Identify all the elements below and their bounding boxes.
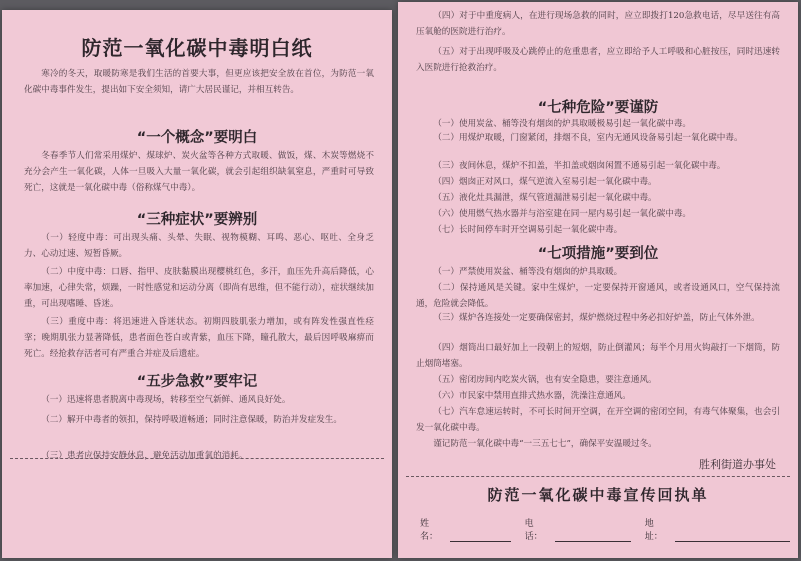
section-heading-measures: “七项措施”要到位 (537, 246, 659, 262)
danger-item-6: （六）使用燃气热水器并与浴室建在同一屋内易引起一氧化碳中毒。 (433, 209, 692, 219)
issuer-signature: 胜利街道办事处 (699, 458, 776, 471)
flyer-right-page (398, 2, 798, 558)
cut-line-left (10, 458, 384, 459)
danger-item-5: （五）液化灶具漏泄，煤气管道漏泄易引起一氧化碳中毒。 (433, 193, 657, 203)
first-aid-item-4: （四）对于中重度病人，在进行现场急救的同时，应立即拨打120急救电话，尽早送往有高压氧舱的医院进行治疗。 (416, 11, 780, 37)
section-heading-first-aid: “五步急救”要牢记 (136, 374, 258, 390)
closing-reminder: 谨记防范一氧化碳中毒“一三五七七”，确保平安温暖过冬。 (433, 439, 657, 449)
intro-paragraph: 寒冷的冬天，取暖防寒是我们生活的首要大事，但更应该把安全放在首位，为防范一氧化碳中毒事件发生，提出如下安全须知，请广大居民谨记，并相互转告。 (24, 69, 374, 95)
name-label: 姓名： (420, 519, 439, 542)
danger-item-7: （七）长时间停车时开空调易引起一氧化碳中毒。 (433, 225, 623, 235)
address-label: 地址： (644, 519, 663, 542)
first-aid-item-1: （一）迅速将患者脱离中毒现场，转移至空气新鲜、通风良好处。 (41, 395, 291, 405)
measure-item-2: （二）保持通风是关键。家中生煤炉，一定要保持开窗通风，或者设通风口，空气保持流通，危险就会降低。 (416, 283, 780, 309)
symptom-item-2: （二）中度中毒：口唇、指甲、皮肤黏膜出现樱桃红色，多汗，血压先升高后降低，心率加速，心律失常，烦躁，一时性感觉和运动分离（即尚有思维，但不能行动），症状继续加重，可出现嗜睡、昏迷。 (24, 267, 374, 309)
address-field[interactable] (675, 531, 790, 542)
receipt-fields (420, 516, 790, 542)
measure-item-3: （三）煤炉各连接处一定要确保密封，煤炉燃烧过程中务必扣好炉盖，防止气体外泄。 (433, 313, 760, 323)
measure-item-7: （七）汽车怠速运转时，不可长时间开空调，在开空调的密闭空间，有毒气体聚集，也会引发一氧化碳中毒。 (416, 407, 780, 433)
measure-item-5: （五）密闭房间内吃炭火锅，也有安全隐患，要注意通风。 (433, 375, 657, 385)
name-field[interactable] (450, 531, 510, 542)
section-heading-dangers: “七种危险”要谨防 (537, 100, 659, 116)
danger-item-3: （三）夜间休息，煤炉不扣盖，半扣盖或烟囱闲置不通易引起一氧化碳中毒。 (433, 161, 726, 171)
section-heading-concept: “一个概念”要明白 (136, 130, 258, 146)
symptom-item-1: （一）轻度中毒：可出现头痛、头晕、失眠、视物模糊、耳鸣、恶心、呕吐、全身乏力、心动过速、短暂昏厥。 (24, 233, 374, 259)
section-heading-symptoms: “三种症状”要辨别 (136, 212, 258, 228)
first-aid-item-3: （三）患者应保持安静休息，避免活动加重氧的消耗。 (41, 451, 248, 461)
concept-paragraph: 冬春季节人们常采用煤炉、煤球炉、炭火盆等各种方式取暖、做饭，煤、木炭等燃烧不充分会产生一氧化碳，人体一旦吸入大量一氧化碳，就会引起组织缺氧窒息，严重时可导致死亡，这就是一氧化碳中毒（俗称煤气中毒）。 (24, 151, 374, 193)
phone-label: 电话： (524, 519, 543, 542)
danger-item-1: （一）使用炭盆、桶等没有烟囱的炉具取暖极易引起一氧化碳中毒。 (433, 119, 692, 129)
flyer-left-page (2, 10, 392, 558)
first-aid-item-2: （二）解开中毒者的领扣，保持呼吸道畅通；同时注意保暖，防治并发症发生。 (41, 415, 342, 425)
measure-item-1: （一）严禁使用炭盆、桶等没有烟囱的炉具取暖。 (433, 267, 623, 277)
receipt-title: 防范一氧化碳中毒宣传回执单 (487, 486, 709, 504)
danger-item-4: （四）烟囱正对风口，煤气逆流入室易引起一氧化碳中毒。 (433, 177, 657, 187)
measure-item-4: （四）烟筒出口最好加上一段朝上的短烟，防止倒灌风；每半个月用火钩敲打一下烟筒，防止烟筒堵塞。 (416, 343, 780, 369)
measure-item-6: （六）市民家中禁用直排式热水器，洗澡注意通风。 (433, 391, 631, 401)
phone-field[interactable] (555, 531, 631, 542)
cut-line-right (406, 476, 790, 477)
danger-item-2: （二）用煤炉取暖，门窗紧闭，排烟不良，室内无通风设备易引起一氧化碳中毒。 (433, 133, 743, 143)
first-aid-item-5: （五）对于出现呼吸及心跳停止的危重患者，应立即给予人工呼吸和心脏按压，同时迅速转入医院进行抢救治疗。 (416, 47, 780, 73)
page-title: 防范一氧化碳中毒明白纸 (81, 36, 313, 60)
symptom-item-3: （三）重度中毒：将迅速进入昏迷状态。初期四肢肌张力增加，或有阵发性强直性痉挛；晚期肌张力显著降低，患者面色苍白或青紫，血压下降，瞳孔散大，最后因呼吸麻痹而死亡。经抢救存活者可有严重合并症及后遗症。 (24, 317, 374, 359)
